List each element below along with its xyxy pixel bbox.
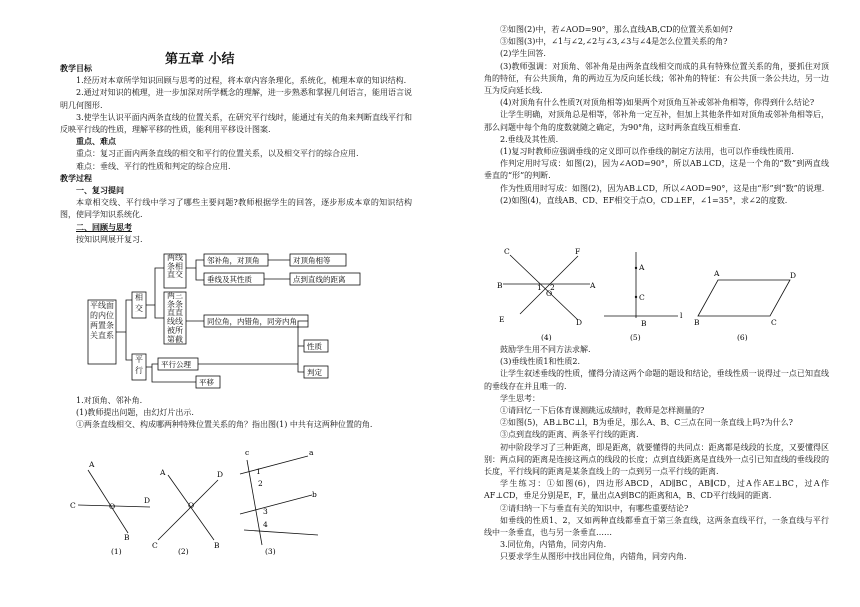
svg-text:A: A [89, 460, 95, 469]
svg-text:A: A [639, 263, 645, 272]
right-b-9: 学生练习：①如图(6)，四边形ABCD，AD∥BC，AB∥CD，过A作AE⊥BC，过A作AF⊥CD，垂足分别是E，F，量出点A到BC的距离和A，B、CD平行线间的距离. [484, 479, 829, 501]
svg-text:C: C [504, 247, 510, 256]
fig-label-5: (5) [630, 333, 641, 342]
fig-label-3: (3) [265, 547, 276, 556]
fig-label-6: (6) [737, 333, 748, 342]
right-b-5: ①请回忆一下后体育课测跳远成绩时，教师是怎样测量的? [500, 406, 705, 416]
section-2-text: 按知识网展开复习. [76, 234, 143, 244]
svg-text:B: B [497, 281, 503, 290]
right-b-11: 如垂线的性质1、2，又如两种直线都垂直于第三条直线，这两条直线平行，一条直线与平行线中一条垂直，也与另一条垂直…… [484, 515, 829, 538]
svg-text:D: D [144, 496, 151, 505]
figure-6 [694, 269, 796, 327]
right-b-2: (3)垂线性质1和性质2. [500, 357, 581, 367]
right-text-10: 作为性质用时写成：如图(2)，因为AB⊥CD，所以∠AOD=90°，这是由“形”到“数”的说理. [500, 183, 825, 193]
svg-text:B: B [694, 318, 700, 327]
fig-label-1: (1) [111, 547, 122, 556]
right-text-1: ②如图(2)中，若∠AOD=90°，那么直线AB,CD的位置关系如何? [500, 25, 733, 34]
section-1-heading: 一、复习提问 [76, 186, 124, 196]
right-b-3: 让学生叙述垂线的性质，懂得分清这两个命题的题设和结论，垂线性质一说得过一点已知直线的垂线存在并且唯一的. [484, 369, 829, 391]
right-column-b [484, 344, 829, 564]
svg-text:B: B [124, 533, 130, 542]
fig-label-4: (4) [541, 333, 552, 342]
svg-text:B: B [214, 541, 220, 550]
goals-heading: 教学目标 [60, 64, 92, 73]
map-cross: 相交 [135, 293, 143, 313]
map-property: 性质 [307, 342, 322, 351]
svg-text:F: F [575, 247, 581, 256]
svg-text:2: 2 [258, 479, 263, 488]
map-vertical-eq: 对顶角相等 [293, 256, 331, 265]
svg-text:A: A [590, 281, 596, 290]
svg-text:1: 1 [537, 283, 542, 292]
svg-text:C: C [70, 501, 76, 510]
right-text-6: 让学生明确，对顶角总是相等，邻补角一定互补，但加上其他条件如对顶角或邻补角相等后，那么问题中每个角的度数就随之确定，为90°角，这时两条直线互相垂直. [484, 110, 829, 132]
page-title: 第五章 小结 [165, 52, 235, 67]
svg-text:2: 2 [550, 283, 555, 292]
item-1-2: ①两条直线相交、构成哪两种特殊位置关系的角？指出图(1) 中共有这两种位置的角. [76, 420, 373, 430]
key-point: 重点：复习正面内两条直线的相交和平行的位置关系，以及相交平行的综合应用. [76, 149, 359, 159]
map-root: 平线面的内位两置条关直系 [90, 301, 114, 340]
right-b-8: 初中阶段学习了三种距离，即是距离，就要懂得的共同点：距离都是线段的长度，又要懂得区别：两点间的距离是连接这两点的线段的长度；点到直线距离是直线外一点引已知直线的垂线段的长度，平行线间的距离是某条直线上的一点到另一点平行线的距离. [484, 442, 829, 477]
process-heading: 教学过程 [60, 173, 92, 183]
right-b-1: 鼓励学生用不同方法求解. [500, 345, 591, 354]
right-b-6: ②如图(5)，AB⊥BC⊥l，B为垂足，那么A、B、C三点在同一条直线上吗?为什么? [500, 418, 793, 428]
svg-text:4: 4 [263, 520, 268, 529]
right-b-13: 只要求学生从图形中找出同位角，内错角，同旁内角. [500, 552, 687, 562]
map-distance: 点到直线的距离 [293, 275, 346, 284]
svg-text:A: A [160, 468, 166, 477]
svg-text:l: l [680, 311, 683, 320]
right-text-5: (4)对顶角有什么性质?(对顶角相等)如果两个对顶角互补或邻补角相等，你得到什么结论? [500, 98, 815, 108]
svg-text:1: 1 [256, 467, 261, 476]
right-text-4: (3)教师强调：对顶角、邻补角是由两条直线相交而成的具有特殊位置关系的角，要抓住对顶角的特征，有公共顶角，角的两边互为反向延长线；邻补角的特征：有公共顶一条公共边，另一边互为反向延长线. [484, 61, 829, 96]
right-text-11: (2)如图(4)，直线AB、CD、EF相交于点O，CD⊥EF，∠1=35°，求∠2的度数. [500, 195, 788, 205]
svg-text:D: D [576, 318, 583, 327]
right-b-7: ③点到直线的距离、两条平行线的距离. [500, 430, 639, 440]
figure-4 [497, 247, 596, 327]
svg-text:C: C [771, 318, 777, 327]
map-perp: 垂线及其性质 [207, 275, 252, 284]
map-adjacent: 邻补角，对顶角 [207, 256, 260, 265]
svg-text:A: A [714, 269, 720, 278]
figure-5 [604, 252, 683, 328]
right-text-9: 作判定用时写成：如图(2)，因为∠AOD=90°，所以AB⊥CD，这是一个角的“数”到两直线垂直的“形”的判断. [484, 159, 829, 181]
map-two-lines: 两线条相直交 [167, 254, 183, 279]
item-1: 1.对顶角、邻补角. [76, 396, 143, 405]
svg-text:a: a [309, 448, 314, 457]
fig-label-2: (2) [178, 547, 189, 556]
right-b-12: 3.同位角，内错角，同旁内角. [500, 540, 607, 550]
svg-text:D: D [790, 271, 797, 280]
right-b-4: 学生思考： [500, 393, 540, 403]
key-heading: 重点、难点 [76, 137, 116, 147]
svg-text:B: B [641, 319, 647, 328]
svg-text:O: O [188, 501, 195, 510]
section-1-text: 本章相交线、平行线中学习了哪些主要问题?教师根据学生的回答，逐步形成本章的知识结构图，使同学知识系统化. [60, 198, 412, 220]
svg-text:3: 3 [263, 507, 268, 516]
goal-2: 2.通过对知识的梳理，进一步加深对所学概念的理解，进一步熟悉和掌握几何语言，能用语言说明几何图形. [60, 88, 412, 110]
svg-text:c: c [245, 448, 250, 457]
svg-text:E: E [499, 315, 505, 324]
map-axiom: 平行公理 [161, 360, 191, 369]
section-2-heading: 二、回顾与思考 [76, 222, 132, 232]
right-text-3: (2)学生回答. [500, 49, 546, 59]
item-1-1: (1)教师提出问题，由幻灯片出示. [76, 408, 194, 418]
map-three-lines: 两三条条直直线线被所第截 [167, 292, 183, 344]
goal-1: 1.经历对本章所学知识回顾与思考的过程，将本章内容条理化，系统化，梳理本章的知识结构. [76, 76, 407, 86]
svg-text:O: O [546, 289, 553, 298]
difficult-point: 难点：垂线、平行的性质和判定的综合应用. [76, 161, 231, 171]
svg-text:C: C [639, 293, 645, 302]
right-text-8: (1)复习时教师应强调垂线的定义即可以作垂线的制定方法用，也可以作垂线性质用. [500, 147, 794, 157]
svg-text:b: b [312, 490, 317, 499]
svg-text:C: C [152, 541, 158, 550]
right-b-10: ②请归纳一下与垂直有关的知识中，有哪些重要结论? [500, 503, 689, 513]
map-translate: 平移 [199, 378, 214, 387]
right-text-7: 2.垂线及其性质. [500, 134, 559, 144]
map-angles3: 同位角，内错角，同旁内角 [207, 317, 297, 326]
svg-text:D: D [217, 470, 224, 479]
goal-3: 3.使学生认识平面内两条直线的位置关系，在研究平行线时，能通过有关的角来判断直线平行和反映平行线的性质，理解平移的性质，能利用平移设计图案. [60, 112, 412, 135]
map-judge: 判定 [307, 368, 322, 377]
map-parallel: 平行 [135, 355, 143, 375]
svg-text:O: O [109, 502, 116, 511]
right-text-2: ③如图(3)中，∠1与∠2,∠2与∠3,∠3与∠4是怎么位置关系的角? [500, 37, 728, 47]
